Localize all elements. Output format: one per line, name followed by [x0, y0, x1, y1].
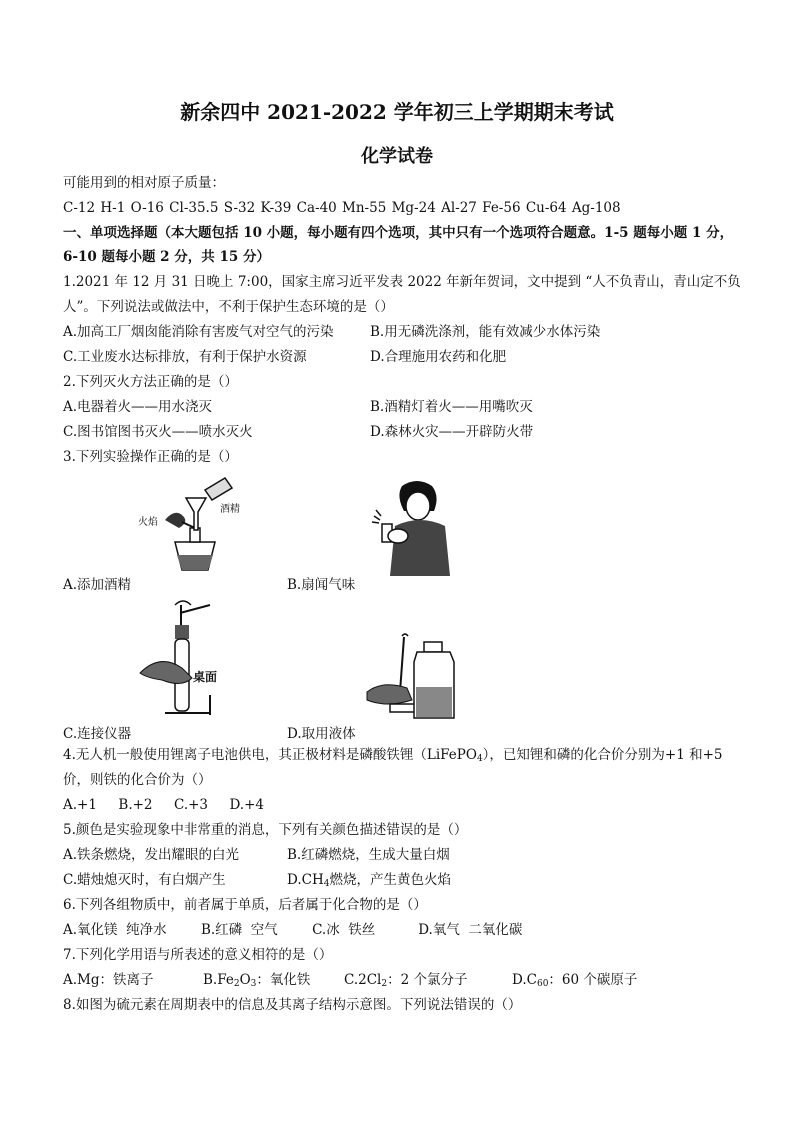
q5-d-subscript: 4 [323, 879, 330, 889]
q7-option-d [512, 971, 637, 993]
q5-d-part1: D.CH [287, 872, 324, 888]
q7-stem: 7.下列化学用语与所表述的意义相符的是（） [63, 947, 333, 963]
q6-stem: 6.下列各组物质中，前者属于单质，后者属于化合物的是（） [63, 897, 427, 913]
fig-c-desk-label: 桌面 [193, 670, 218, 684]
q7-b-part3: ：氧化铁 [256, 972, 311, 988]
q7-d-part2: ：60 个碳原子 [548, 972, 638, 988]
q3-option-c: C.连接仪器 [63, 726, 132, 742]
q1-stem-line1: 1.2021 年 12 月 31 日晚上 7:00，国家主席习近平发表 2022 年新年贺词，文中提到 “人不负青山，青山定不负 [63, 274, 741, 290]
figure-connect-apparatus [135, 595, 235, 720]
q7-b-sub1: 2 [233, 979, 240, 989]
q4-stem-part1: 4.无人机一般使用锂离子电池供电，其正极材料是磷酸铁锂（LiFePO [63, 747, 477, 763]
fig-a-flame-label: 火焰 [138, 517, 158, 528]
q3-option-d: D.取用液体 [287, 726, 356, 742]
q5-option-d [287, 871, 451, 893]
q2-option-a: A.电器着火——用水浇灭 [63, 399, 213, 415]
q4-stem-subscript: 4 [476, 754, 483, 764]
q4-stem-part2: ），已知锂和磷的化合价分别为+1 和+5 [482, 747, 723, 763]
q3-option-b: B.扇闻气味 [287, 577, 356, 593]
exam-subtitle: 化学试卷 [361, 146, 433, 167]
q7-b-part1: B.Fe [203, 972, 234, 988]
q7-c-subscript: 2 [381, 979, 388, 989]
q1-option-d: D.合理施用农药和化肥 [370, 349, 507, 365]
q4-stem-line2: 价，则铁的化合价为（） [63, 772, 212, 788]
q2-option-b: B.酒精灯着火——用嘴吹灭 [370, 399, 533, 415]
q7-option-b [203, 971, 310, 993]
q4-stem-line1 [63, 746, 723, 768]
q5-d-part2: 燃烧，产生黄色火焰 [329, 872, 451, 888]
atomic-mass-list: C-12 H-1 O-16 Cl-35.5 S-32 K-39 Ca-40 Mn-55 Mg-24 Al-27 Fe-56 Cu-64 Ag-108 [63, 200, 621, 216]
q5-option-b: B.红磷燃烧，生成大量白烟 [287, 847, 450, 863]
q8-stem: 8.如图为硫元素在周期表中的信息及其离子结构示意图。下列说法错误的（） [63, 997, 522, 1013]
q1-option-b: B.用无磷洗涤剂，能有效减少水体污染 [370, 324, 601, 340]
section-heading-line1: 一、单项选择题（本大题包括 10 小题，每小题有四个选项，其中只有一个选项符合题意。1-5 题每小题 1 分， [63, 225, 734, 241]
q1-stem-line2: 人”。下列说法或做法中，不利于保护生态环境的是（） [63, 299, 394, 315]
q5-option-c: C.蜡烛熄灭时，有白烟产生 [63, 872, 226, 888]
q1-option-c: C.工业废水达标排放，有利于保护水资源 [63, 349, 307, 365]
q1-option-a: A.加高工厂烟囱能消除有害废气对空气的污染 [63, 324, 334, 340]
q7-b-part2: O [239, 972, 251, 988]
q2-option-c: C.图书馆图书灭火——喷水灭火 [63, 424, 253, 440]
q2-stem: 2.下列灭火方法正确的是（） [63, 374, 238, 390]
q4-options: A.+1 B.+2 C.+3 D.+4 [63, 797, 264, 813]
q7-option-c [344, 971, 468, 993]
q7-d-subscript: 60 [536, 979, 549, 989]
q2-option-d: D.森林火灾——开辟防火带 [370, 424, 534, 440]
q7-d-part1: D.C [512, 972, 537, 988]
exam-title: 新余四中 2021-2022 学年初三上学期期末考试 [180, 100, 614, 124]
q7-c-part2: ：2 个氯分子 [387, 972, 468, 988]
q6-options: A.氧化镁 纯净水 B.红磷 空气 C.冰 铁丝 D.氧气 二氧化碳 [63, 922, 523, 938]
section-heading-line2: 6-10 题每小题 2 分，共 15 分） [63, 249, 270, 265]
figure-add-alcohol [130, 470, 250, 575]
q3-option-a: A.添加酒精 [63, 577, 132, 593]
q5-stem: 5.颜色是实验现象中非常重的消息，下列有关颜色描述错误的是（） [63, 822, 468, 838]
q3-stem: 3.下列实验操作正确的是（） [63, 449, 238, 465]
figure-take-liquid [362, 632, 467, 724]
q7-b-sub2: 3 [250, 979, 257, 989]
fig-a-alcohol-label: 酒精 [220, 504, 240, 515]
q7-option-a: A.Mg：铁离子 [63, 972, 154, 988]
figure-fan-smell [360, 476, 460, 576]
q7-c-part1: C.2Cl [344, 972, 382, 988]
q5-option-a: A.铁条燃烧，发出耀眼的白光 [63, 847, 240, 863]
atomic-mass-label: 可能用到的相对原子质量： [63, 175, 225, 191]
